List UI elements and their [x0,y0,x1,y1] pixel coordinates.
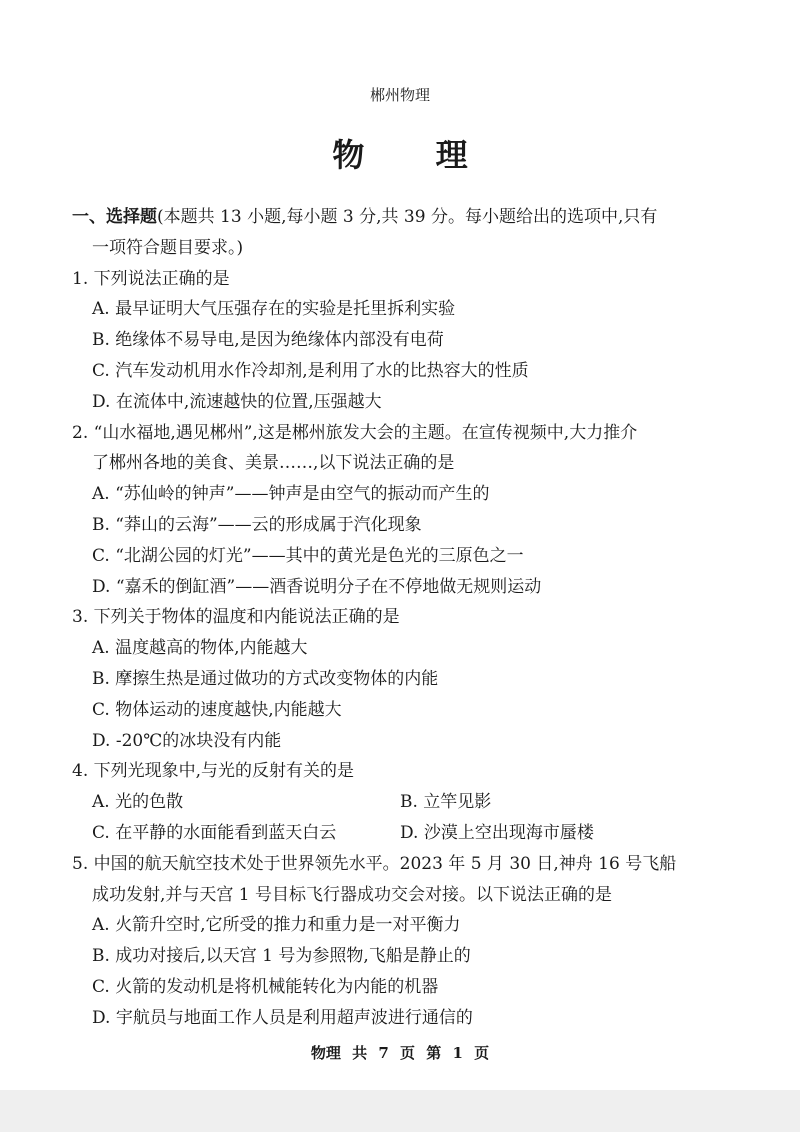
question-3-stem: 3. 下列关于物体的温度和内能说法正确的是 [72,607,400,628]
page-header: 郴州物理 [369,86,430,104]
question-4-option-d: D. 沙漠上空出现海市蜃楼 [400,822,594,843]
question-1-option-a: A. 最早证明大气压强存在的实验是托里拆利实验 [92,299,456,320]
question-3-option-d: D. -20℃的冰块没有内能 [92,730,282,751]
section-heading-line [72,202,732,233]
question-3-option-c: C. 物体运动的速度越快,内能越大 [92,699,342,720]
question-2-stem: 2. “山水福地,遇见郴州”,这是郴州旅发大会的主题。在宣传视频中,大力推介 [72,422,638,443]
section-heading: 一、选择题 [72,207,157,227]
question-1-option-d: D. 在流体中,流速越快的位置,压强越大 [92,391,382,412]
question-2-stem-cont: 了郴州各地的美食、美景……,以下说法正确的是 [92,453,455,474]
question-1-stem: 1. 下列说法正确的是 [72,268,230,289]
question-5-option-d: D. 宇航员与地面工作人员是利用超声波进行通信的 [92,1007,473,1028]
question-5-option-c: C. 火箭的发动机是将机械能转化为内能的机器 [92,976,439,997]
question-2-option-b: B. “莽山的云海”——云的形成属于汽化现象 [92,514,422,535]
question-3-option-a: A. 温度越高的物体,内能越大 [92,638,308,659]
page-title: 物 理 [332,136,498,174]
section-note: (本题共 13 小题,每小题 3 分,共 39 分。每小题给出的选项中,只有 [157,207,658,227]
question-5-stem-cont: 成功发射,并与天宫 1 号目标飞行器成功交会对接。以下说法正确的是 [92,884,613,905]
question-4-option-a: A. 光的色散 [92,792,184,813]
question-5-option-b: B. 成功对接后,以天宫 1 号为参照物,飞船是静止的 [92,946,471,967]
question-2-option-a: A. “苏仙岭的钟声”——钟声是由空气的振动而产生的 [92,484,490,505]
question-5-stem: 5. 中国的航天航空技术处于世界领先水平。2023 年 5 月 30 日,神舟 16 号飞船 [72,853,677,874]
question-content [72,202,732,1034]
bottom-band [0,1090,800,1132]
question-4-option-c: C. 在平静的水面能看到蓝天白云 [92,822,337,843]
question-1-option-b: B. 绝缘体不易导电,是因为绝缘体内部没有电荷 [92,330,444,351]
question-5-option-a: A. 火箭升空时,它所受的推力和重力是一对平衡力 [92,915,461,936]
question-1-option-c: C. 汽车发动机用水作冷却剂,是利用了水的比热容大的性质 [92,360,529,381]
question-3-option-b: B. 摩擦生热是通过做功的方式改变物体的内能 [92,668,439,689]
question-4-option-row-2 [72,818,732,849]
section-note-cont: 一项符合题目要求。) [92,237,244,258]
question-4-option-row-1 [72,787,732,818]
question-2-option-d: D. “嘉禾的倒缸酒”——酒香说明分子在不停地做无规则运动 [92,576,542,597]
question-2-option-c: C. “北湖公园的灯光”——其中的黄光是色光的三原色之一 [92,545,524,566]
question-4-stem: 4. 下列光现象中,与光的反射有关的是 [72,761,355,782]
page-footer: 物理 共 7 页 第 1 页 [310,1044,490,1062]
question-4-option-b: B. 立竿见影 [400,792,492,813]
